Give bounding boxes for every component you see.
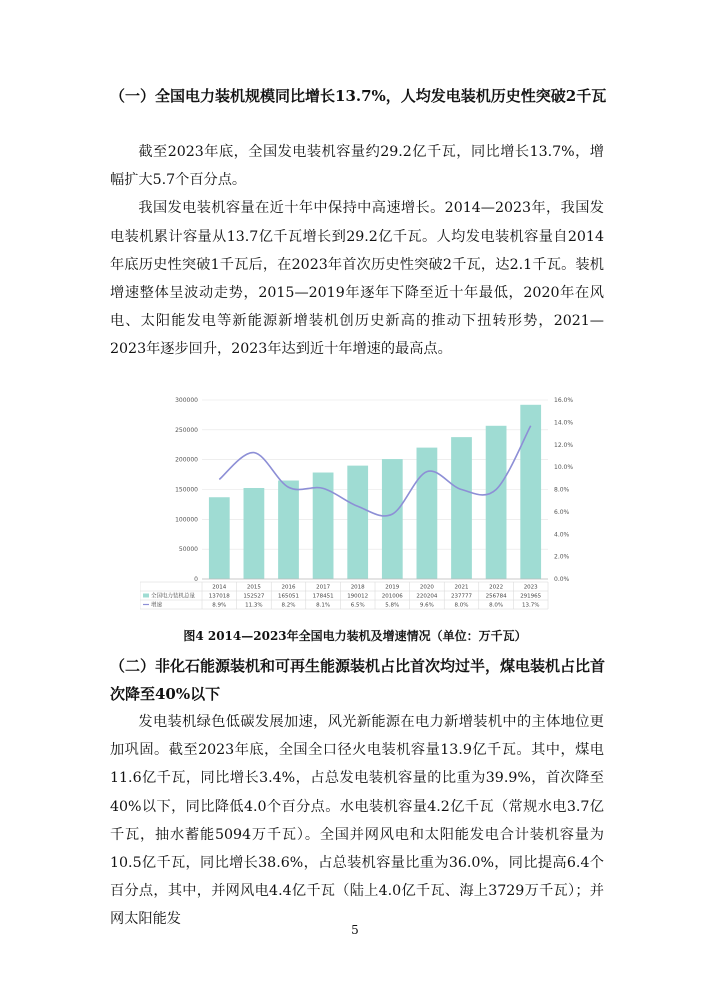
section-1-body bbox=[110, 138, 604, 364]
y-tick-label: 200000 bbox=[175, 456, 198, 464]
data-label: 201006 bbox=[381, 593, 403, 600]
x-tick-label: 2014 bbox=[212, 584, 227, 591]
data-label: 8.9% bbox=[212, 602, 227, 609]
bar bbox=[417, 448, 438, 579]
bar bbox=[520, 405, 541, 579]
x-tick-label: 2021 bbox=[454, 584, 469, 591]
y2-tick-label: 2.0% bbox=[554, 553, 570, 561]
bar bbox=[244, 488, 265, 579]
chart-bars bbox=[209, 405, 541, 579]
growth-line bbox=[219, 426, 530, 516]
x-tick-label: 2022 bbox=[489, 584, 504, 591]
legend-label: 全国电力装机总量 bbox=[151, 593, 196, 600]
y2-tick-label: 16.0% bbox=[554, 397, 574, 404]
data-label: 256784 bbox=[485, 593, 507, 600]
section-2-heading: （二）非化石能源装机和可再生能源装机占比首次均过半，煤电装机占比首次降至40%以下 bbox=[110, 657, 606, 703]
data-label: 220204 bbox=[416, 593, 438, 600]
data-label: 152527 bbox=[243, 593, 265, 600]
bar bbox=[486, 426, 507, 579]
y-tick-label: 100000 bbox=[175, 516, 198, 524]
y2-tick-label: 4.0% bbox=[554, 531, 570, 539]
bar bbox=[451, 437, 472, 579]
bar bbox=[278, 481, 299, 579]
data-label: 137018 bbox=[208, 593, 230, 600]
y2-tick-label: 6.0% bbox=[554, 508, 570, 516]
y-tick-label: 50000 bbox=[178, 546, 198, 554]
data-label: 190012 bbox=[347, 593, 369, 600]
data-label: 5.8% bbox=[385, 602, 400, 609]
chart-axes bbox=[175, 397, 573, 583]
data-label: 8.0% bbox=[489, 602, 504, 609]
capacity-growth-chart bbox=[140, 388, 580, 614]
x-tick-label: 2018 bbox=[350, 584, 365, 591]
chart-growth-line bbox=[219, 426, 530, 516]
page-number: 5 bbox=[351, 923, 359, 937]
data-label: 291965 bbox=[520, 593, 542, 600]
data-label: 13.7% bbox=[521, 602, 540, 609]
bar bbox=[382, 459, 403, 579]
y2-tick-label: 0.0% bbox=[554, 576, 570, 583]
legend-swatch-bars bbox=[143, 594, 149, 598]
legend-label: 增速 bbox=[151, 602, 163, 609]
y-tick-label: 0 bbox=[194, 576, 198, 583]
bar bbox=[347, 466, 368, 579]
y2-tick-label: 12.0% bbox=[554, 441, 574, 449]
x-tick-label: 2020 bbox=[419, 584, 434, 591]
figure-caption: 图4 2014—2023年全国电力装机及增速情况（单位：万千瓦） bbox=[183, 629, 527, 643]
data-label: 11.3% bbox=[245, 602, 263, 609]
bar bbox=[209, 497, 230, 579]
section-1-heading: （一）全国电力装机规模同比增长13.7%，人均发电装机历史性突破2千瓦 bbox=[110, 87, 607, 105]
x-tick-label: 2016 bbox=[281, 584, 296, 591]
x-tick-label: 2019 bbox=[385, 584, 400, 591]
y-tick-label: 250000 bbox=[175, 426, 198, 434]
y-tick-label: 300000 bbox=[175, 397, 198, 404]
section-2-body bbox=[110, 708, 604, 934]
paragraph: 截至2023年底，全国发电装机容量约29.2亿千瓦，同比增长13.7%，增幅扩大5.7个百分点。 bbox=[110, 144, 604, 189]
y2-tick-label: 8.0% bbox=[554, 486, 570, 494]
x-tick-label: 2023 bbox=[523, 584, 538, 591]
paragraph: 发电装机绿色低碳发展加速，风光新能源在电力新增装机中的主体地位更加巩固。截至2023年底，全国全口径火电装机容量13.9亿千瓦。其中，煤电11.6亿千瓦，同比增长3.4%，占总发电装机容量的比重为39.9%，首次降至40%以下，同比降低4.0个百分点。水电装机容量4.2亿千瓦（常规水电3.7亿千瓦，抽水蓄能5094万千瓦）。全国并网风电和太阳能发电合计装机容量为10.5亿千瓦，同比增长38.6%，占总装机容量比重为36.0%，同比提高6.4个百分点，其中，并网风电4.4亿千瓦（陆上4.0亿千瓦、海上3729万千瓦）；并网太阳能发 bbox=[110, 714, 604, 928]
chart-data-table bbox=[140, 582, 548, 609]
data-label: 8.0% bbox=[454, 602, 469, 609]
data-label: 8.1% bbox=[316, 602, 331, 609]
x-tick-label: 2015 bbox=[246, 584, 261, 591]
y-tick-label: 150000 bbox=[175, 486, 198, 494]
y2-tick-label: 14.0% bbox=[554, 419, 574, 427]
data-label: 178451 bbox=[312, 593, 334, 600]
x-tick-label: 2017 bbox=[316, 584, 331, 591]
paragraph: 我国发电装机容量在近十年中保持中高速增长。2014—2023年，我国发电装机累计容量从13.7亿千瓦增长到29.2亿千瓦。人均发电装机容量自2014年底历史性突破1千瓦后，在2023年首次历史性突破2千瓦，达2.1千瓦。装机增速整体呈波动走势，2015—2019年逐年下降至近十年最低，2020年在风电、太阳能发电等新能源新增装机创历史新高的推动下扭转形势，2021—2023年逐步回升，2023年达到近十年增速的最高点。 bbox=[110, 200, 604, 358]
data-label: 9.6% bbox=[419, 602, 434, 609]
y2-tick-label: 10.0% bbox=[554, 464, 574, 472]
data-label: 8.2% bbox=[281, 602, 296, 609]
data-label: 165051 bbox=[278, 593, 299, 600]
data-label: 6.5% bbox=[350, 602, 365, 609]
data-label: 237777 bbox=[451, 593, 472, 600]
